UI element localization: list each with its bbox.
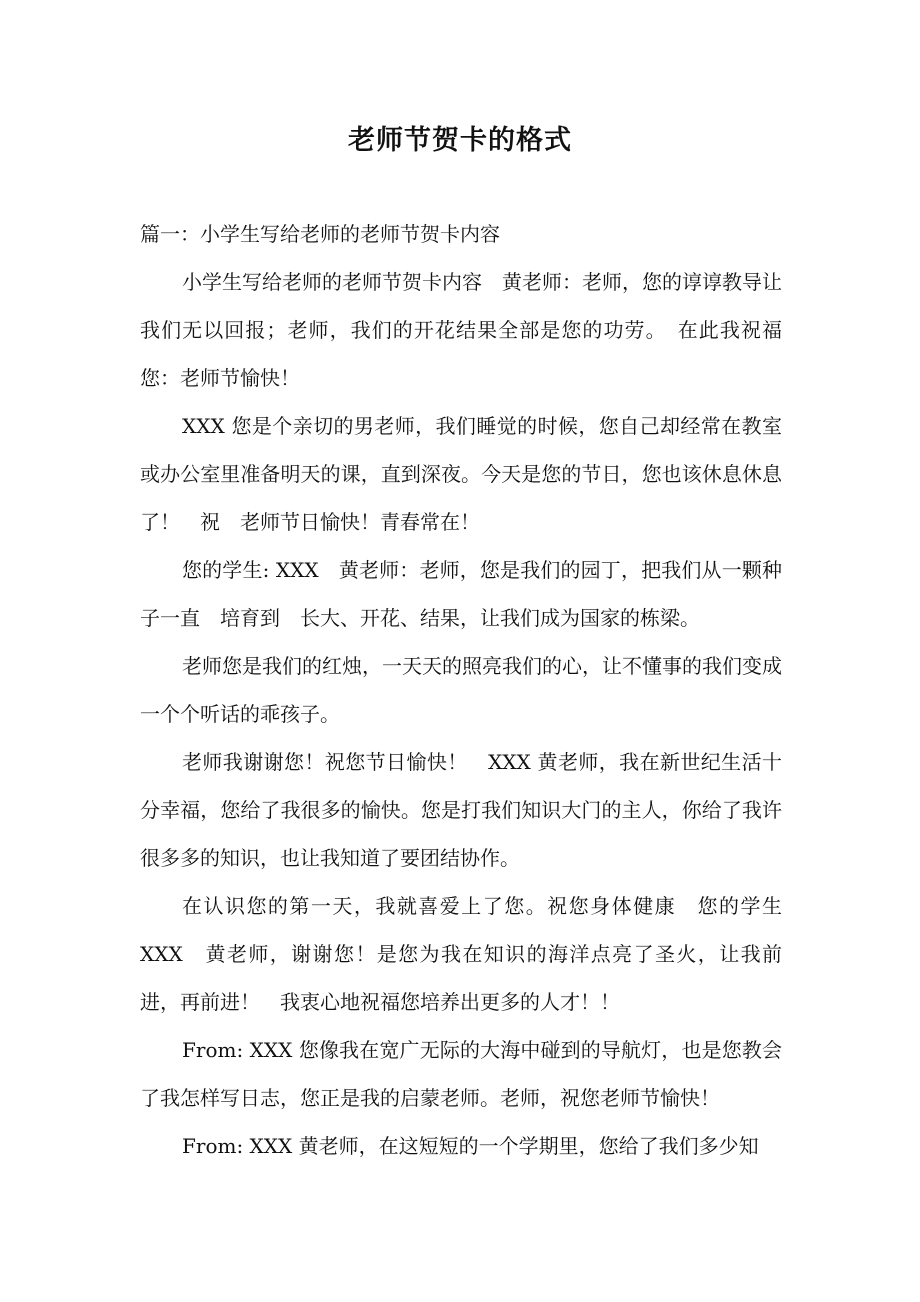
- document-body: [140, 210, 782, 1170]
- paragraph-5: 老师我谢谢您！祝您节日愉快！ XXX 黄老师，我在新世纪生活十分幸福，您给了我很多的愉快。您是打我们知识大门的主人，你给了我许很多多的知识，也让我知道了要团结协作。: [140, 750, 782, 870]
- paragraph-7: From: XXX 您像我在宽广无际的大海中碰到的导航灯，也是您教会了我怎样写日志，您正是我的启蒙老师。老师，祝您老师节愉快！: [140, 1038, 782, 1110]
- paragraph-2: XXX 您是个亲切的男老师，我们睡觉的时候，您自己却经常在教室或办公室里准备明天的课，直到深夜。今天是您的节日，您也该休息休息了！ 祝 老师节日愉快！青春常在！: [140, 414, 782, 534]
- paragraph-6: 在认识您的第一天，我就喜爱上了您。祝您身体健康 您的学生 XXX 黄老师，谢谢您！是您为我在知识的海洋点亮了圣火，让我前进，再前进！ 我衷心地祝福您培养出更多的人才！！: [140, 894, 782, 1014]
- document-title: 老师节贺卡的格式: [348, 125, 572, 156]
- section-heading: 篇一：小学生写给老师的老师节贺卡内容: [140, 222, 500, 246]
- paragraph-3: 您的学生: XXX 黄老师：老师，您是我们的园丁，把我们从一颗种子一直 培育到 长大、开花、结果，让我们成为国家的栋梁。: [140, 558, 782, 630]
- paragraph-1: 小学生写给老师的老师节贺卡内容 黄老师：老师，您的谆谆教导让我们无以回报；老师，我们的开花结果全部是您的功劳。 在此我祝福您：老师节愉快！: [140, 270, 782, 390]
- paragraph-4: 老师您是我们的红烛，一天天的照亮我们的心，让不懂事的我们变成一个个听话的乖孩子。: [140, 654, 782, 726]
- paragraph-8: From: XXX 黄老师，在这短短的一个学期里，您给了我们多少知: [182, 1134, 759, 1158]
